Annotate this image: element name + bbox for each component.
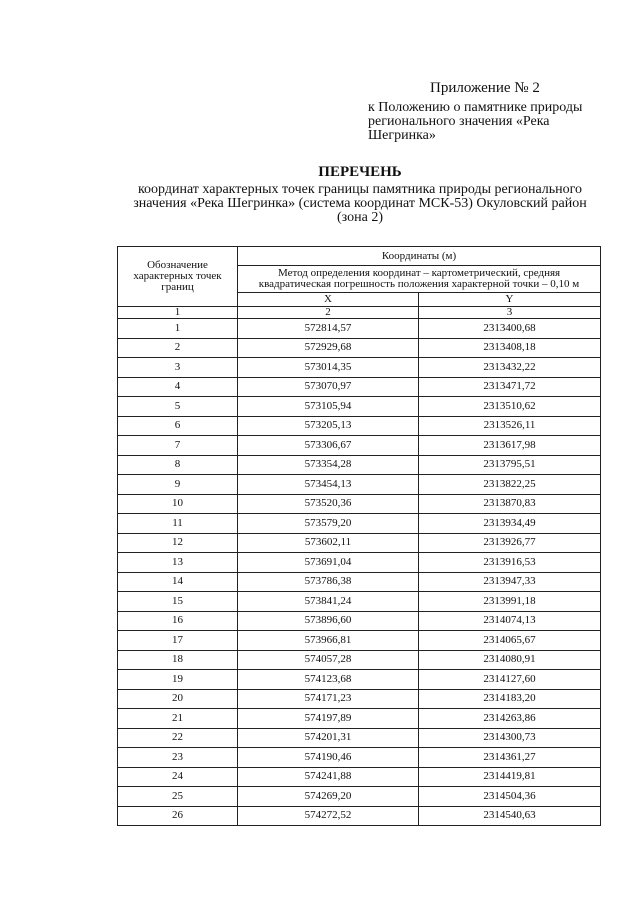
x-coordinate-cell: 574197,89 xyxy=(238,709,419,729)
point-number-cell: 26 xyxy=(118,806,238,826)
x-coordinate-cell: 574241,88 xyxy=(238,767,419,787)
x-coordinate-cell: 573354,28 xyxy=(238,455,419,475)
x-column-header: X xyxy=(238,293,419,307)
y-coordinate-cell: 2314300,73 xyxy=(419,728,601,748)
appendix-title: Приложение № 2 xyxy=(430,80,540,96)
document-subtitle: координат характерных точек границы памятника природы регионального значения «Река Шегринка» (система координат МСК-53) Окуловский район (зона 2) xyxy=(133,182,587,225)
point-number-cell: 18 xyxy=(118,650,238,670)
x-coordinate-cell: 574057,28 xyxy=(238,650,419,670)
x-coordinate-cell: 574272,52 xyxy=(238,806,419,826)
x-coordinate-cell: 573070,97 xyxy=(238,377,419,397)
y-coordinate-cell: 2313471,72 xyxy=(419,377,601,397)
table-row xyxy=(118,338,601,358)
x-coordinate-cell: 574171,23 xyxy=(238,689,419,709)
x-coordinate-cell: 573966,81 xyxy=(238,631,419,651)
x-coordinate-cell: 572814,57 xyxy=(238,319,419,339)
coordinates-header: Координаты (м) xyxy=(238,247,601,266)
y-coordinate-cell: 2313400,68 xyxy=(419,319,601,339)
table-row xyxy=(118,748,601,768)
point-number-cell: 16 xyxy=(118,611,238,631)
x-coordinate-cell: 573786,38 xyxy=(238,572,419,592)
x-coordinate-cell: 573841,24 xyxy=(238,592,419,612)
y-coordinate-cell: 2314263,86 xyxy=(419,709,601,729)
y-coordinate-cell: 2313510,62 xyxy=(419,397,601,417)
point-number-cell: 19 xyxy=(118,670,238,690)
y-coordinate-cell: 2313526,11 xyxy=(419,416,601,436)
table-row xyxy=(118,572,601,592)
y-coordinate-cell: 2314080,91 xyxy=(419,650,601,670)
x-coordinate-cell: 574269,20 xyxy=(238,787,419,807)
y-coordinate-cell: 2314504,36 xyxy=(419,787,601,807)
y-coordinate-cell: 2314361,27 xyxy=(419,748,601,768)
point-number-cell: 21 xyxy=(118,709,238,729)
column-number: 2 xyxy=(238,307,419,319)
table-row xyxy=(118,631,601,651)
appendix-subtitle: к Положению о памятнике природы регионального значения «Река Шегринка» xyxy=(368,100,583,143)
table-row xyxy=(118,592,601,612)
column-number: 3 xyxy=(419,307,601,319)
point-number-cell: 20 xyxy=(118,689,238,709)
table-row xyxy=(118,514,601,534)
method-note: Метод определения координат – картометрический, средняя квадратическая погрешность положения характерной точки – 0,10 м xyxy=(238,266,601,293)
y-coordinate-cell: 2314074,13 xyxy=(419,611,601,631)
y-column-header: Y xyxy=(419,293,601,307)
y-coordinate-cell: 2313617,98 xyxy=(419,436,601,456)
x-coordinate-cell: 573014,35 xyxy=(238,358,419,378)
y-coordinate-cell: 2313432,22 xyxy=(419,358,601,378)
table-row xyxy=(118,767,601,787)
y-coordinate-cell: 2313991,18 xyxy=(419,592,601,612)
column-number: 1 xyxy=(118,307,238,319)
point-number-cell: 8 xyxy=(118,455,238,475)
table-row xyxy=(118,553,601,573)
y-coordinate-cell: 2314065,67 xyxy=(419,631,601,651)
point-number-cell: 11 xyxy=(118,514,238,534)
y-coordinate-cell: 2313795,51 xyxy=(419,455,601,475)
y-coordinate-cell: 2313947,33 xyxy=(419,572,601,592)
y-coordinate-cell: 2314127,60 xyxy=(419,670,601,690)
point-number-cell: 7 xyxy=(118,436,238,456)
table-row xyxy=(118,806,601,826)
coordinates-table xyxy=(117,246,601,826)
y-coordinate-cell: 2313408,18 xyxy=(419,338,601,358)
x-coordinate-cell: 573105,94 xyxy=(238,397,419,417)
point-number-cell: 25 xyxy=(118,787,238,807)
table-row xyxy=(118,319,601,339)
x-coordinate-cell: 574201,31 xyxy=(238,728,419,748)
x-coordinate-cell: 573520,36 xyxy=(238,494,419,514)
point-number-cell: 24 xyxy=(118,767,238,787)
point-number-cell: 9 xyxy=(118,475,238,495)
point-number-cell: 14 xyxy=(118,572,238,592)
x-coordinate-cell: 573896,60 xyxy=(238,611,419,631)
x-coordinate-cell: 573602,11 xyxy=(238,533,419,553)
point-number-cell: 23 xyxy=(118,748,238,768)
table-row xyxy=(118,787,601,807)
table-row xyxy=(118,533,601,553)
point-number-cell: 3 xyxy=(118,358,238,378)
point-number-cell: 6 xyxy=(118,416,238,436)
x-coordinate-cell: 574123,68 xyxy=(238,670,419,690)
point-number-cell: 1 xyxy=(118,319,238,339)
point-number-cell: 12 xyxy=(118,533,238,553)
table-row xyxy=(118,436,601,456)
point-number-cell: 4 xyxy=(118,377,238,397)
point-number-cell: 5 xyxy=(118,397,238,417)
y-coordinate-cell: 2313822,25 xyxy=(419,475,601,495)
table-row xyxy=(118,670,601,690)
y-coordinate-cell: 2313916,53 xyxy=(419,553,601,573)
x-coordinate-cell: 573306,67 xyxy=(238,436,419,456)
y-coordinate-cell: 2313934,49 xyxy=(419,514,601,534)
x-coordinate-cell: 573454,13 xyxy=(238,475,419,495)
table-row xyxy=(118,397,601,417)
point-number-cell: 15 xyxy=(118,592,238,612)
point-number-cell: 22 xyxy=(118,728,238,748)
y-coordinate-cell: 2313870,83 xyxy=(419,494,601,514)
x-coordinate-cell: 572929,68 xyxy=(238,338,419,358)
y-coordinate-cell: 2314419,81 xyxy=(419,767,601,787)
y-coordinate-cell: 2313926,77 xyxy=(419,533,601,553)
table-row xyxy=(118,650,601,670)
x-coordinate-cell: 573205,13 xyxy=(238,416,419,436)
x-coordinate-cell: 573579,20 xyxy=(238,514,419,534)
point-number-cell: 13 xyxy=(118,553,238,573)
y-coordinate-cell: 2314183,20 xyxy=(419,689,601,709)
point-number-cell: 17 xyxy=(118,631,238,651)
point-number-cell: 2 xyxy=(118,338,238,358)
table-row xyxy=(118,689,601,709)
y-coordinate-cell: 2314540,63 xyxy=(419,806,601,826)
point-label-header: Обозначение характерных точек границ xyxy=(118,247,238,307)
table-row xyxy=(118,358,601,378)
table-row xyxy=(118,377,601,397)
table-row xyxy=(118,455,601,475)
table-row xyxy=(118,416,601,436)
x-coordinate-cell: 573691,04 xyxy=(238,553,419,573)
table-row xyxy=(118,611,601,631)
x-coordinate-cell: 574190,46 xyxy=(238,748,419,768)
table-row xyxy=(118,709,601,729)
point-number-cell: 10 xyxy=(118,494,238,514)
table-row xyxy=(118,494,601,514)
table-row xyxy=(118,475,601,495)
table-row xyxy=(118,728,601,748)
document-title: ПЕРЕЧЕНЬ xyxy=(318,164,402,180)
